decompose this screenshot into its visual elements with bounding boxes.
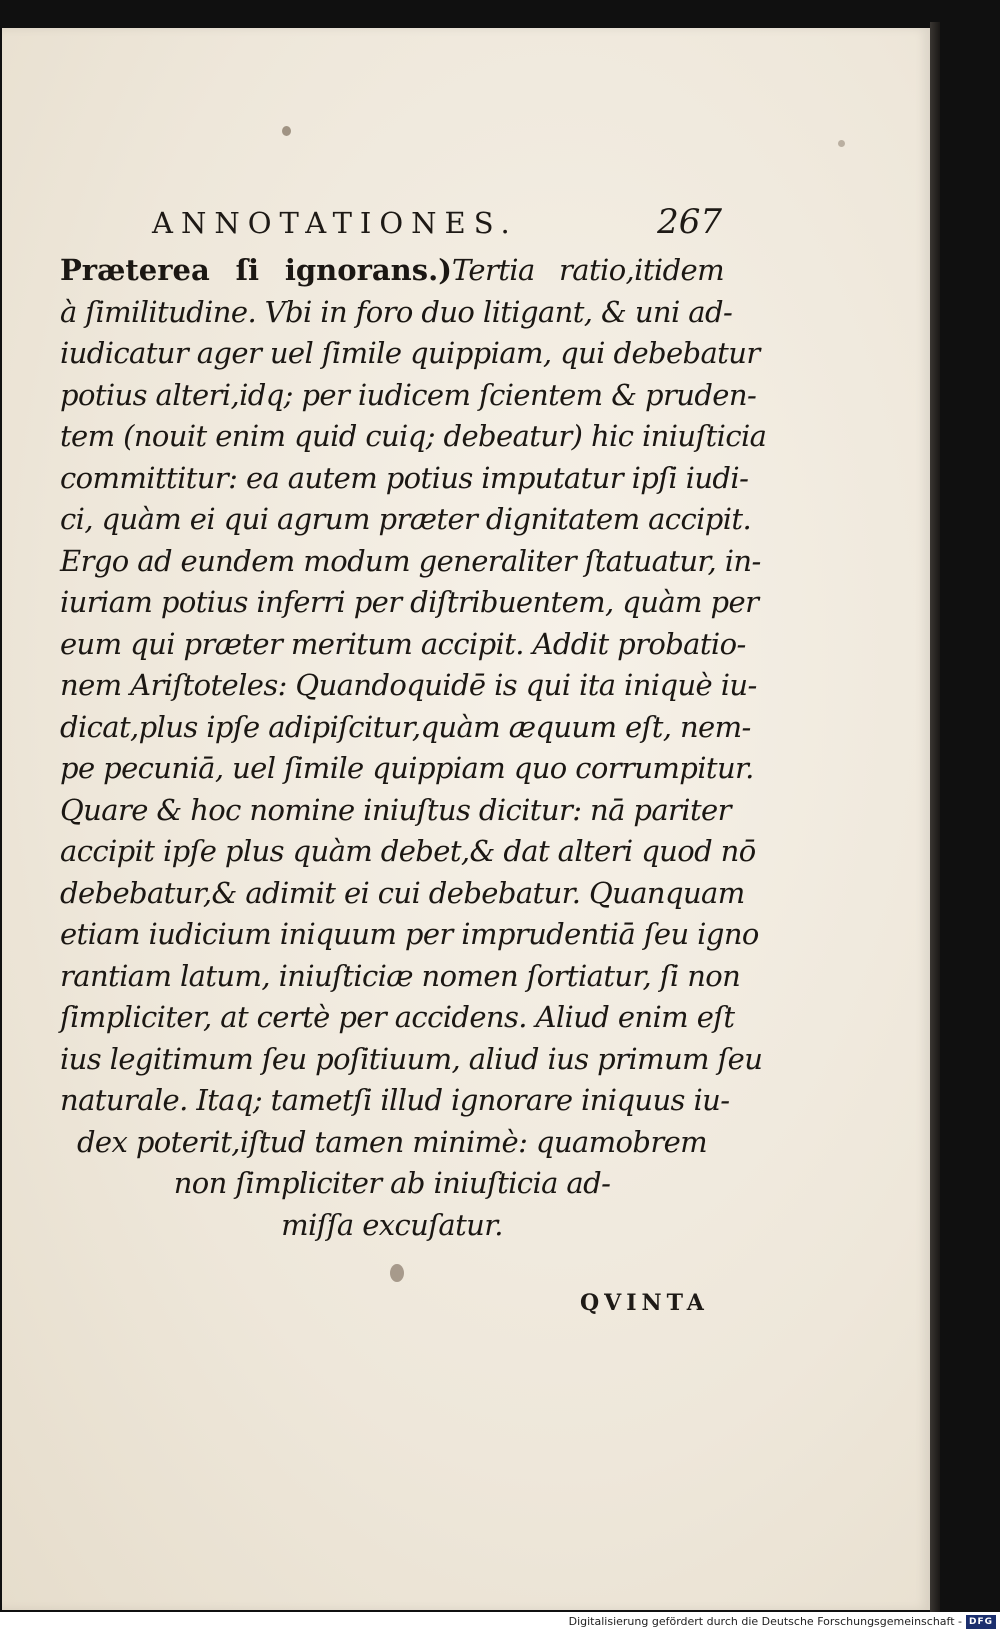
ink-spot xyxy=(282,126,291,136)
dfg-logo-icon: DFG xyxy=(966,1615,996,1629)
catchword: QVINTA xyxy=(580,1290,709,1316)
text-line: dex poterit,iſtud tamen minimè: quamobrem xyxy=(76,1124,708,1159)
running-head xyxy=(152,202,722,254)
text-line: eum qui præter meritum accipit. Addit probatio- xyxy=(60,626,746,661)
text-line xyxy=(60,250,724,292)
text-line: non ſimpliciter ab iniuſticia ad- xyxy=(173,1166,611,1200)
text-line: nem Ariſtoteles: Quandoquidē is qui ita iniquè iu- xyxy=(60,668,757,702)
text-line: Quare & hoc nomine iniuſtus dicitur: nā pariter xyxy=(60,792,731,827)
text-line: etiam iudicium iniquum per imprudentiā ſeu igno xyxy=(60,917,759,951)
page-number: 267 xyxy=(657,202,722,242)
book-page xyxy=(2,28,933,1610)
text-line: debebatur,& adimit ei cui debebatur. Quanquam xyxy=(60,875,745,910)
text-line: potius alteri,idq; per iudicem ſcientem & pruden- xyxy=(60,377,757,412)
text-line: ſimpliciter, at certè per accidens. Aliud enim eſt xyxy=(60,1000,735,1034)
text-line: à ſimilitudine. Vbi in foro duo litigant, & uni ad- xyxy=(60,294,733,329)
running-head-title: ANNOTATIONES. xyxy=(152,206,518,240)
text-line: ci, quàm ei qui agrum præter dignitatem accipit. xyxy=(60,502,752,536)
page-edge xyxy=(930,22,940,1614)
digitization-footer xyxy=(0,1612,1000,1635)
text-line: ius legitimum ſeu poſitiuum, aliud ius primum ſeu xyxy=(60,1041,763,1076)
text-line: iuriam potius inferri per diſtribuentem, quàm per xyxy=(60,585,759,619)
text-line-content: Tertia ratio,itidem xyxy=(451,253,725,287)
body-text xyxy=(60,250,767,1246)
text-line: miſſa excuſatur. xyxy=(281,1207,503,1242)
footer-credit: Digitalisierung gefördert durch die Deutsche Forschungsgemeinschaft - xyxy=(568,1615,962,1628)
text-line: iudicatur ager uel ſimile quippiam, qui debebatur xyxy=(60,336,760,370)
text-line: pe pecuniā, uel ſimile quippiam quo corrumpitur. xyxy=(60,751,754,785)
text-line: Ergo ad eundem modum generaliter ſtatuatur, in- xyxy=(60,543,761,578)
ink-spot xyxy=(838,140,845,147)
text-line: committitur: ea autem potius imputatur ipſi iudi- xyxy=(60,460,749,495)
text-line: accipit ipſe plus quàm debet,& dat alteri quod nō xyxy=(60,834,756,868)
ink-spot xyxy=(390,1264,404,1282)
lead-in: Præterea ſi ignorans.) xyxy=(60,253,452,287)
text-line: tem (nouit enim quid cuiq; debeatur) hic iniuſticia xyxy=(60,419,767,453)
text-line: naturale. Itaq; tametſi illud ignorare iniquus iu- xyxy=(60,1083,730,1117)
text-line: dicat,plus ipſe adipiſcitur,quàm æquum eſt, nem- xyxy=(60,709,751,744)
text-line: rantiam latum, iniuſticiæ nomen ſortiatur, ſi non xyxy=(60,958,741,993)
